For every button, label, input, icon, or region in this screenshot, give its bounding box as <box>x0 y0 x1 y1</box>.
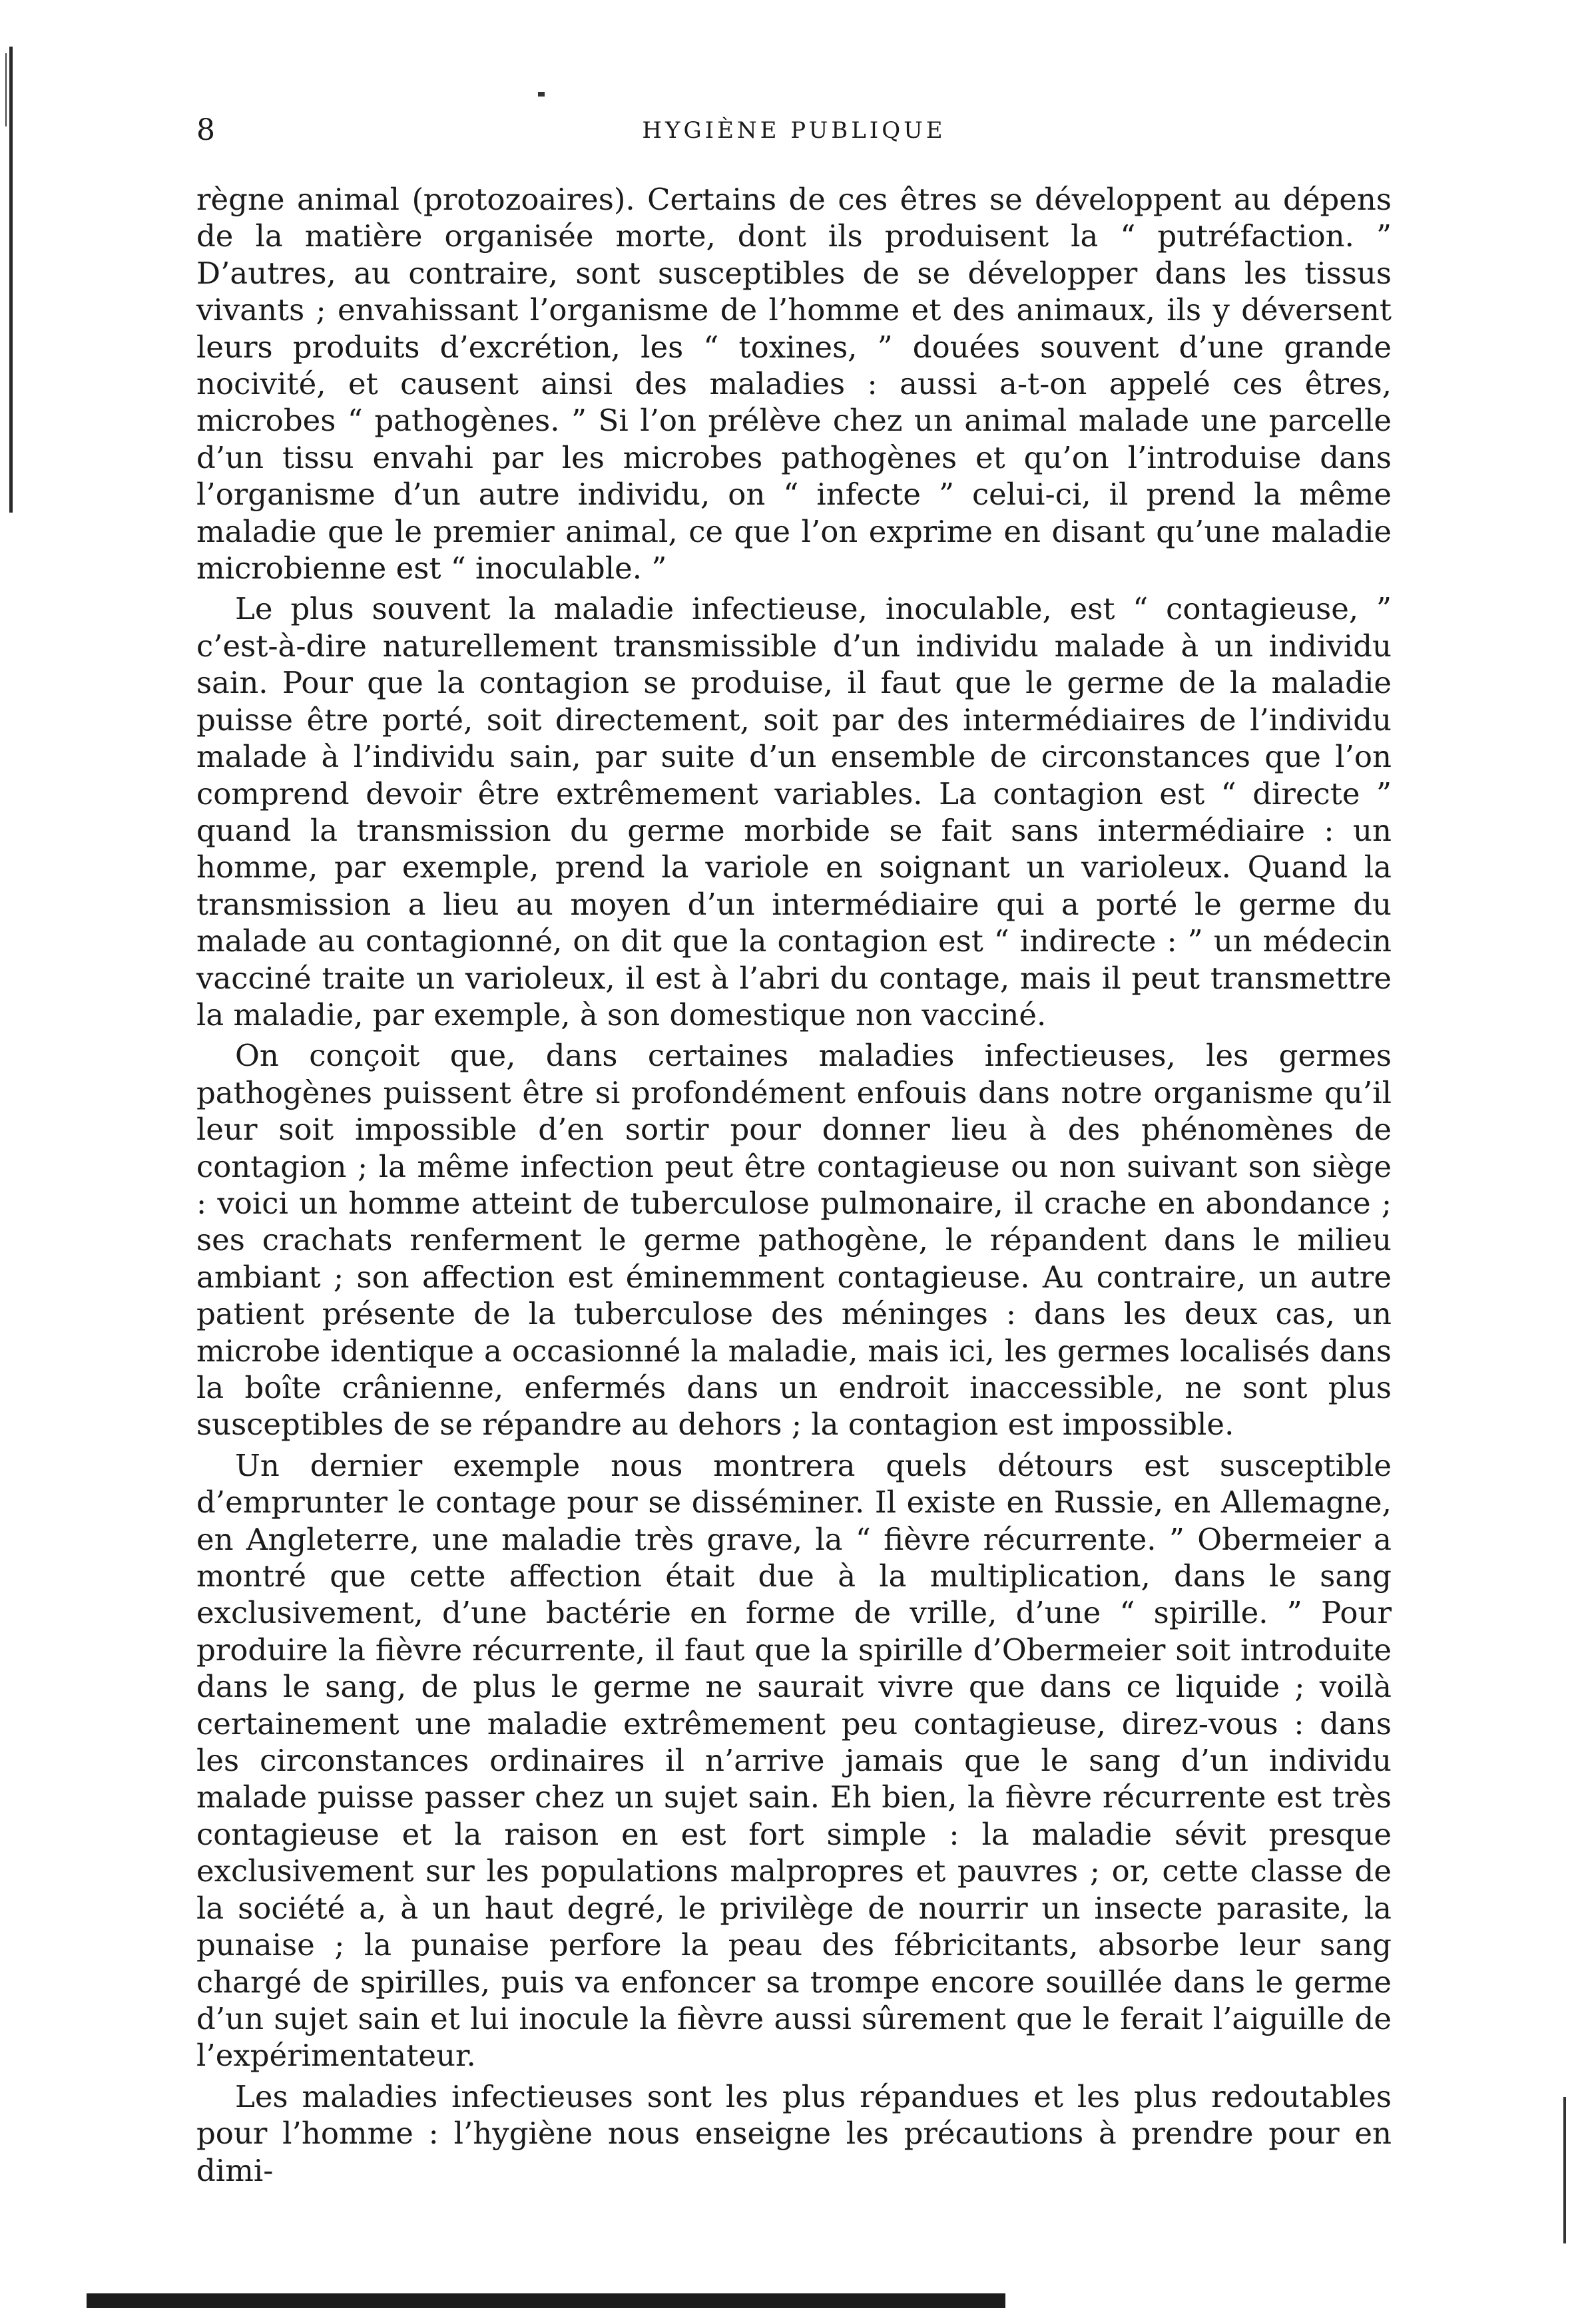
paragraph-1: règne animal (protozoaires). Certains de ces êtres se développent au dépens de la matière organisée morte, dont ils produisent la “ putréfaction. ” D’autres, au contraire, sont susceptibles de se développer dans les tissus vivants ; envahissant l’organisme de l’homme et des animaux, ils y déversent leurs produits d’excrétion, les “ toxines, ” douées souvent d’une grande nocivité, et causent ainsi des maladies : aussi a-t-on appelé ces êtres, microbes “ pathogènes. ” Si l’on prélève chez un animal malade une parcelle d’un tissu envahi par les microbes pathogènes et qu’on l’introduise dans l’organisme d’un autre individu, on “ infecte ” celui-ci, il prend la même maladie que le premier animal, ce que l’on exprime en disant qu’une maladie microbienne est “ inoculable. ” <box>196 182 1392 586</box>
scan-speck <box>538 92 545 97</box>
scan-right-margin-rule <box>1563 2097 1566 2243</box>
paragraph-5: Les maladies infectieuses sont les plus répandues et les plus redoutables pour l’homme : l’hygiène nous enseigne les précautions à prendre pour en dimi- <box>196 2078 1392 2188</box>
paragraph-2: Le plus souvent la maladie infectieuse, inoculable, est “ contagieuse, ” c’est-à-dire naturellement transmissible d’un individu malade à un individu sain. Pour que la contagion se produise, il faut que le germe de la maladie puisse être porté, soit directement, soit par des intermédiaires de l’individu malade à l’individu sain, par suite d’un ensemble de circonstances que l’on comprend devoir être extrêmement variables. La contagion est “ directe ” quand la transmission du germe morbide se fait sans intermédiaire : un homme, par exemple, prend la variole en soignant un varioleux. Quand la transmission a lieu au moyen d’un intermédiaire qui a porté le germe du malade au contagionné, on dit que la contagion est “ indirecte : ” un médecin vacciné traite un varioleux, il est à l’abri du contage, mais il peut transmettre la maladie, par exemple, à son domestique non vacciné. <box>196 591 1392 1033</box>
page-number: 8 <box>196 113 215 147</box>
page-header <box>196 113 1392 153</box>
scan-bottom-edge-bar <box>87 2293 1005 2308</box>
paragraph-3: On conçoit que, dans certaines maladies infectieuses, les germes pathogènes puissent être si profondément enfouis dans notre organisme qu’il leur soit impossible d’en sortir pour donner lieu à des phénomènes de contagion ; la même infection peut être contagieuse ou non suivant son siège : voici un homme atteint de tuberculose pulmonaire, il crache en abondance ; ses crachats renferment le germe pathogène, le répandent dans le milieu ambiant ; son affection est éminemment contagieuse. Au contraire, un autre patient présente de la tuberculose des méninges : dans les deux cas, un microbe identique a occasionné la maladie, mais ici, les germes localisés dans la boîte crânienne, enfermés dans un endroit inaccessible, ne sont plus susceptibles de se répandre au dehors ; la contagion est impossible. <box>196 1038 1392 1443</box>
scan-left-margin-mark <box>5 53 7 126</box>
page-body <box>196 181 1392 2189</box>
paragraph-4: Un dernier exemple nous montrera quels détours est susceptible d’emprunter le contage pour se disséminer. Il existe en Russie, en Allemagne, en Angleterre, une maladie très grave, la “ fièvre récurrente. ” Obermeier a montré que cette affection était due à la multiplication, dans le sang exclusivement, d’une bactérie en forme de vrille, d’une “ spirille. ” Pour produire la fièvre récurrente, il faut que la spirille d’Obermeier soit introduite dans le sang, de plus le germe ne saurait vivre que dans ce liquide ; voilà certainement une maladie extrêmement peu contagieuse, direz-vous : dans les circonstances ordinaires il n’arrive jamais que le sang d’un individu malade puisse passer chez un sujet sain. Eh bien, la fièvre récurrente est très contagieuse et la raison en est fort simple : la maladie sévit presque exclusivement sur les populations malpropres et pauvres ; or, cette classe de la société a, à un haut degré, le privilège de nourrir un insecte parasite, la punaise ; la punaise perfore la peau des fébricitants, absorbe leur sang chargé de spirilles, puis va enfoncer sa trompe encore souillée dans le germe d’un sujet sain et lui inocule la fièvre aussi sûrement que le ferait l’aiguille de l’expérimentateur. <box>196 1447 1392 2074</box>
running-title: HYGIÈNE PUBLIQUE <box>642 117 946 144</box>
scan-left-margin-rule <box>9 47 13 513</box>
